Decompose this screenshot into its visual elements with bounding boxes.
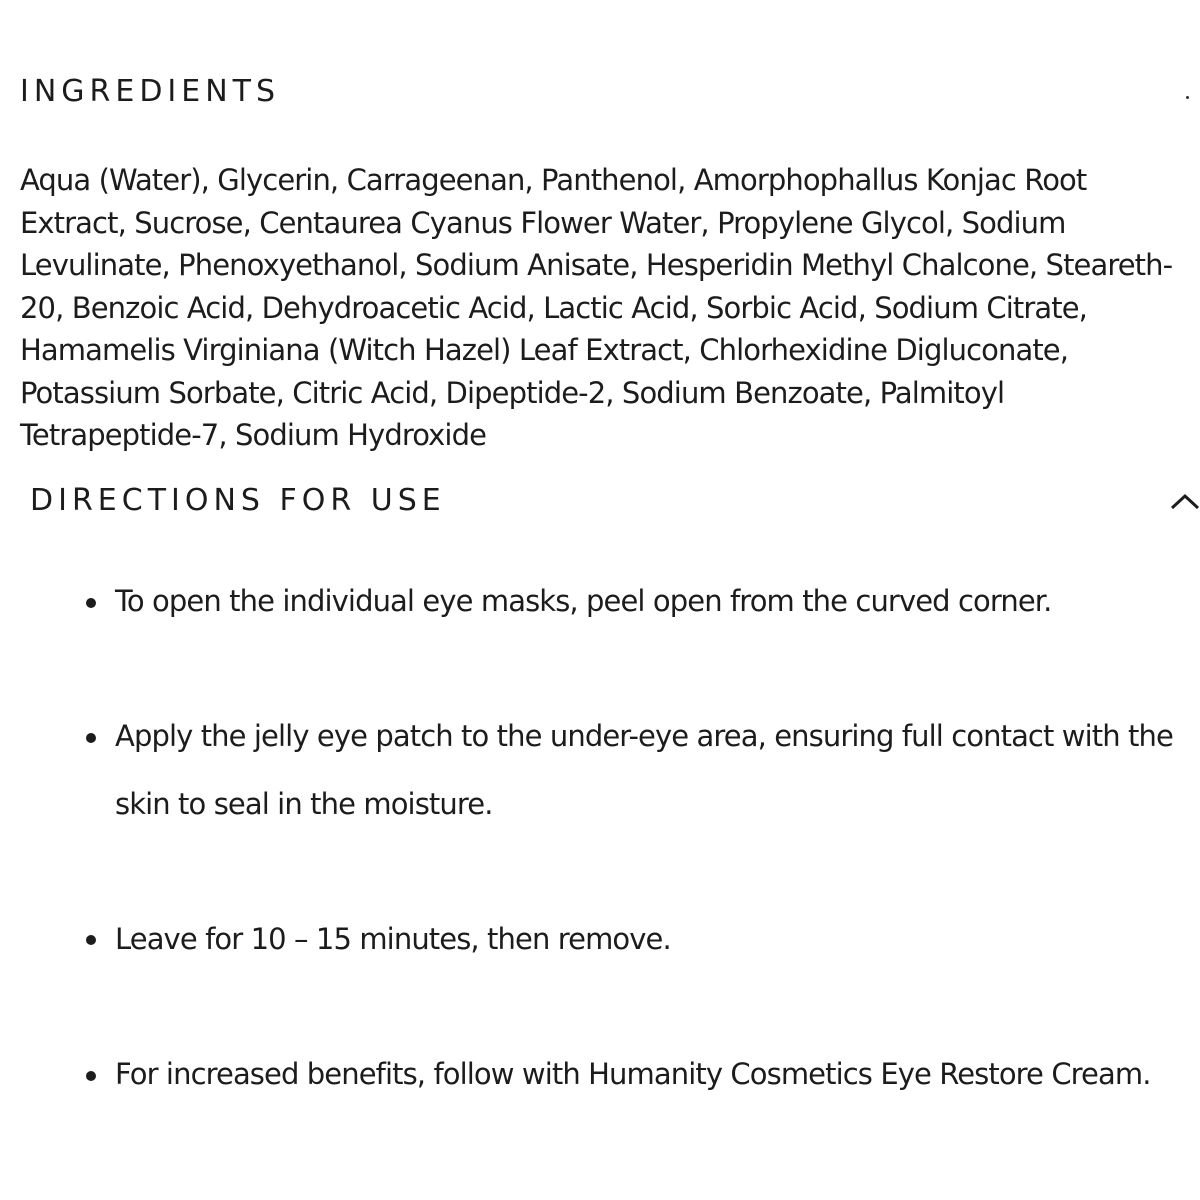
direction-step-line: To open the individual eye masks, peel open from the curved corner. [115,584,1052,618]
ingredients-line: Levulinate, Phenoxyethanol, Sodium Anisate, Hesperidin Methyl Chalcone, Steareth- [20,248,1173,282]
list-bullet [86,1071,96,1081]
direction-step-2 [115,702,1173,838]
list-bullet [86,598,96,608]
direction-step-4 [115,1040,1151,1108]
ingredients-line: Hamamelis Virginiana (Witch Hazel) Leaf Extract, Chlorhexidine Digluconate, [20,333,1069,367]
ingredients-list [20,159,1190,457]
list-bullet [86,733,96,743]
direction-step-line: For increased benefits, follow with Humanity Cosmetics Eye Restore Cream. [115,1057,1151,1091]
direction-step-3 [115,905,671,973]
ingredients-line: Aqua (Water), Glycerin, Carrageenan, Panthenol, Amorphophallus Konjac Root [20,163,1087,197]
direction-step-line: Leave for 10 – 15 minutes, then remove. [115,922,671,956]
ingredients-line: 20, Benzoic Acid, Dehydroacetic Acid, Lactic Acid, Sorbic Acid, Sodium Citrate, [20,290,1087,325]
direction-step-line: Apply the jelly eye patch to the under-eye area, ensuring full contact with the [115,719,1173,753]
ingredients-line: Extract, Sucrose, Centaurea Cyanus Flower Water, Propylene Glycol, Sodium [20,205,1066,240]
directions-heading[interactable]: DIRECTIONS FOR USE [30,483,446,518]
ingredients-toggle-marker[interactable] [1186,96,1189,99]
list-bullet [86,935,96,945]
chevron-up-icon[interactable] [1170,492,1200,512]
ingredients-line: Tetrapeptide-7, Sodium Hydroxide [20,418,487,452]
direction-step-line: skin to seal in the moisture. [115,787,493,821]
direction-step-1 [115,567,1052,635]
ingredients-line: Potassium Sorbate, Citric Acid, Dipeptide-2, Sodium Benzoate, Palmitoyl [20,375,1005,410]
ingredients-heading[interactable]: INGREDIENTS [20,74,281,109]
